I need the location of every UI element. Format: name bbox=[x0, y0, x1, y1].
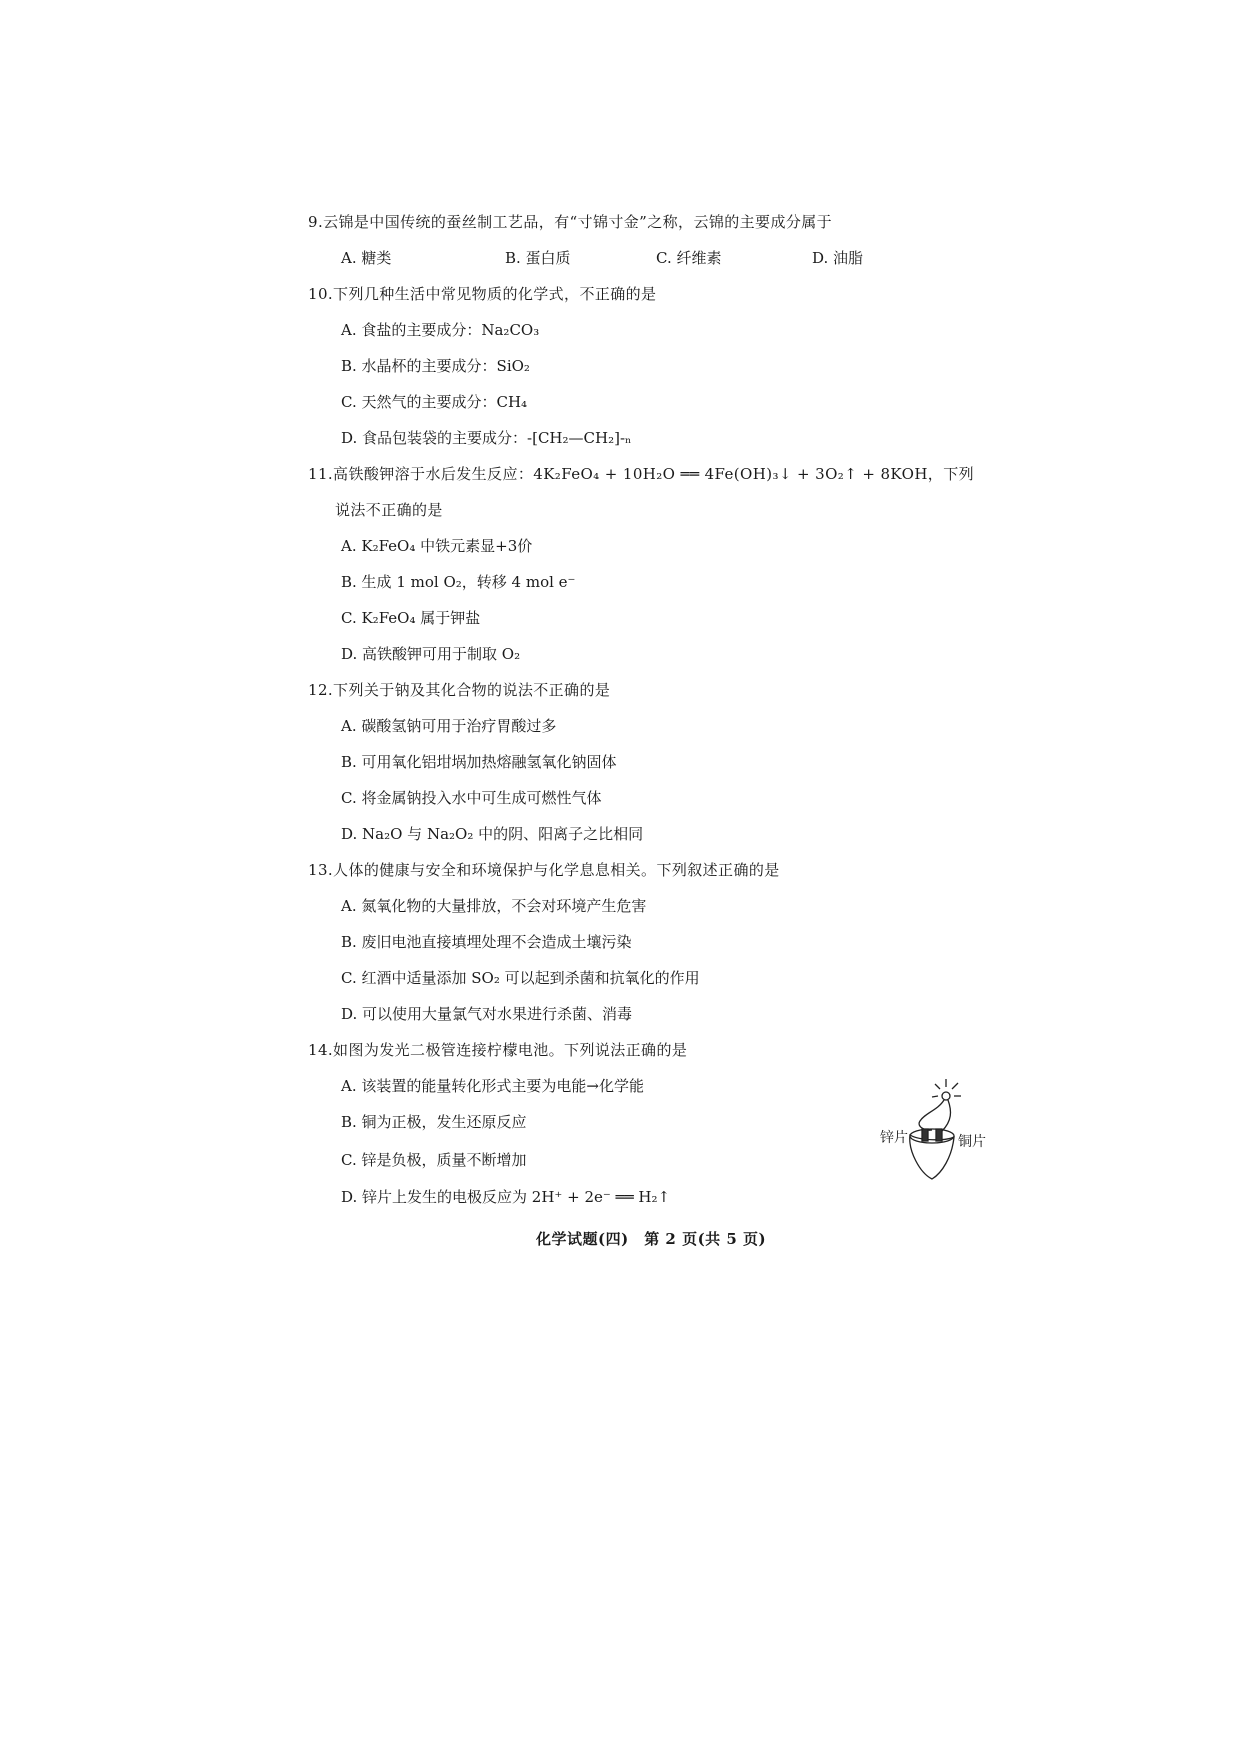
q13-option-a: A. 氮氧化物的大量排放，不会对环境产生危害 bbox=[341, 897, 647, 915]
q9-option-d: D. 油脂 bbox=[812, 249, 864, 267]
q10-option-b: B. 水晶杯的主要成分：SiO₂ bbox=[341, 357, 530, 375]
q11-stem: 11.高铁酸钾溶于水后发生反应：4K₂FeO₄ + 10H₂O ══ 4Fe(OH)₃↓ + 3O₂↑ + 8KOH，下列 bbox=[308, 465, 975, 483]
q9-option-c: C. 纤维素 bbox=[656, 249, 722, 267]
page-footer: 化学试题(四) 第 2 页(共 5 页) bbox=[536, 1230, 767, 1248]
q11-option-a: A. K₂FeO₄ 中铁元素显+3价 bbox=[341, 537, 533, 555]
q12-option-a: A. 碳酸氢钠可用于治疗胃酸过多 bbox=[341, 717, 557, 735]
q14-option-a: A. 该装置的能量转化形式主要为电能→化学能 bbox=[341, 1077, 644, 1095]
q9-option-a: A. 糖类 bbox=[341, 249, 392, 267]
q9-stem: 9.云锦是中国传统的蚕丝制工艺品，有“寸锦寸金”之称，云锦的主要成分属于 bbox=[308, 213, 833, 231]
q14-stem: 14.如图为发光二极管连接柠檬电池。下列说法正确的是 bbox=[308, 1041, 688, 1059]
lemon-battery-figure bbox=[880, 1075, 990, 1185]
q12-stem: 12.下列关于钠及其化合物的说法不正确的是 bbox=[308, 681, 611, 699]
q12-option-c: C. 将金属钠投入水中可生成可燃性气体 bbox=[341, 789, 602, 807]
q14-option-c: C. 锌是负极，质量不断增加 bbox=[341, 1151, 527, 1169]
q11-option-d: D. 高铁酸钾可用于制取 O₂ bbox=[341, 645, 521, 663]
q14-option-b: B. 铜为正极，发生还原反应 bbox=[341, 1113, 527, 1131]
q14-option-d: D. 锌片上发生的电极反应为 2H⁺ + 2e⁻ ══ H₂↑ bbox=[341, 1188, 671, 1206]
zinc-plate-label: 锌片 bbox=[880, 1130, 908, 1146]
q11-option-b: B. 生成 1 mol O₂，转移 4 mol e⁻ bbox=[341, 573, 576, 591]
q9-option-b: B. 蛋白质 bbox=[505, 249, 571, 267]
q11-option-c: C. K₂FeO₄ 属于钾盐 bbox=[341, 609, 481, 627]
q10-option-d: D. 食品包装袋的主要成分：-[CH₂—CH₂]-ₙ bbox=[341, 429, 632, 447]
q10-option-c: C. 天然气的主要成分：CH₄ bbox=[341, 393, 528, 411]
q12-option-d: D. Na₂O 与 Na₂O₂ 中的阴、阳离子之比相同 bbox=[341, 825, 644, 843]
q13-option-b: B. 废旧电池直接填埋处理不会造成土壤污染 bbox=[341, 933, 632, 951]
q10-stem: 10.下列几种生活中常见物质的化学式，不正确的是 bbox=[308, 285, 657, 303]
q13-option-c: C. 红酒中适量添加 SO₂ 可以起到杀菌和抗氧化的作用 bbox=[341, 969, 700, 987]
q11-stem-continued: 说法不正确的是 bbox=[335, 501, 443, 519]
copper-plate-label: 铜片 bbox=[958, 1134, 986, 1150]
q13-option-d: D. 可以使用大量氯气对水果进行杀菌、消毒 bbox=[341, 1005, 633, 1023]
q13-stem: 13.人体的健康与安全和环境保护与化学息息相关。下列叙述正确的是 bbox=[308, 861, 780, 879]
q12-option-b: B. 可用氧化铝坩埚加热熔融氢氧化钠固体 bbox=[341, 753, 617, 771]
q10-option-a: A. 食盐的主要成分：Na₂CO₃ bbox=[341, 321, 540, 339]
